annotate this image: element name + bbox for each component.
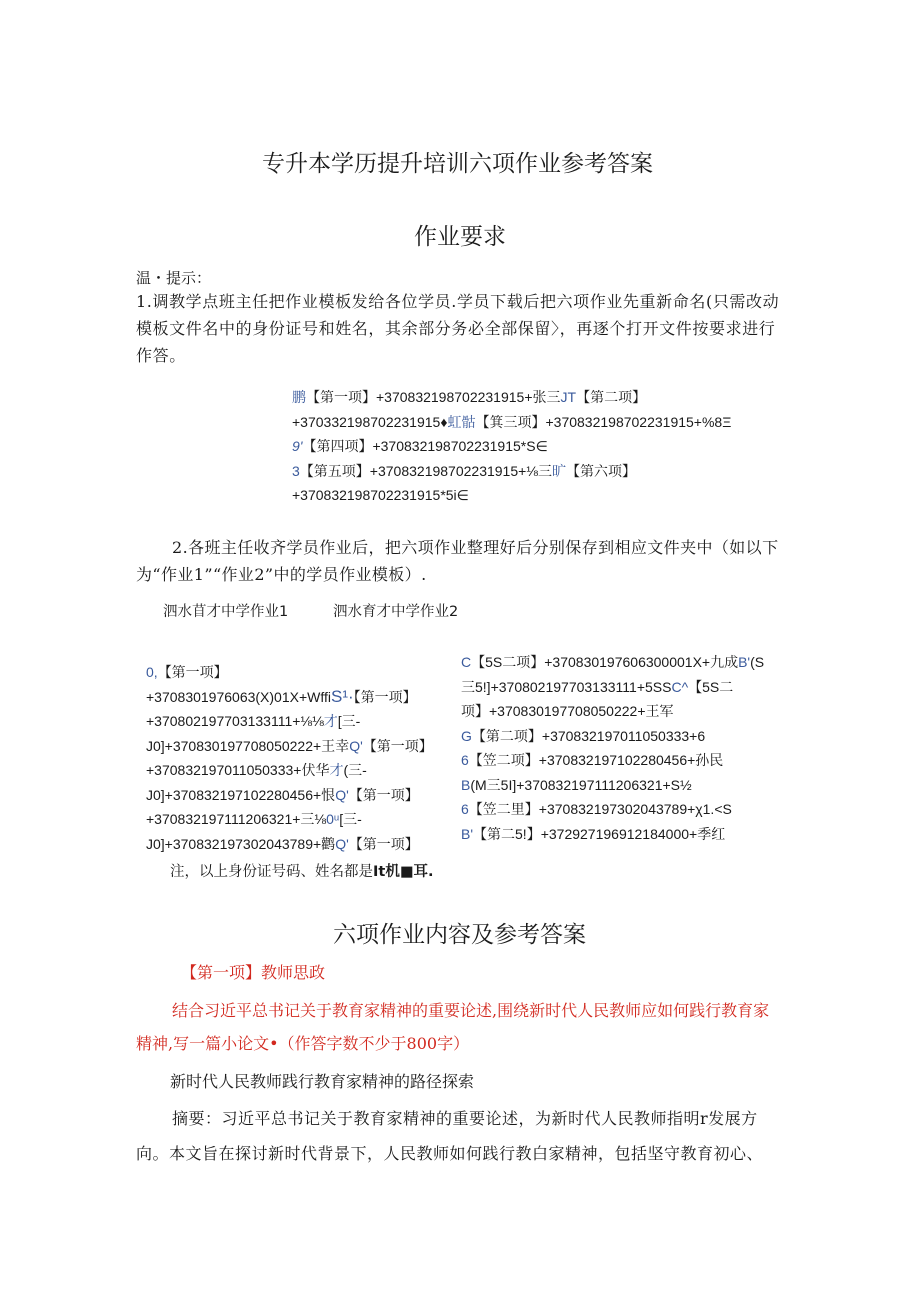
folder-name-1[interactable]: 泗水苜才中学作业1 [163, 604, 289, 620]
file-list-item[interactable]: 6【笠二项】+370832197102280456+孙民 [461, 752, 724, 768]
file-list-item[interactable]: B(M三5I]+370832197111206321+S½ [461, 776, 692, 793]
item-1-label: 【第一项】教师思政 [181, 963, 326, 982]
file-list-item[interactable]: 项】+370830197708050222+王军 [461, 703, 674, 719]
file-list-item[interactable]: +370832197111206321+三⅛0ᵘ[三- [146, 811, 362, 827]
file-list-item[interactable]: C【5S二项】+370830197606300001X+九成B'(S [461, 654, 765, 670]
note-line: 注，以上身份证号码、姓名都是It机■耳. [170, 864, 434, 880]
item-1-prompt: 结合习近平总书记关于教育家精神的重要论述,围绕新时代人民教师应如何践行教育家精神,写一篇小论文•（作答字数不少于800字） [136, 1001, 770, 1053]
file-list-item[interactable]: G【第二项】+370832197011050333+6 [461, 727, 706, 744]
file-list-item[interactable]: +370832197011050333+伏华才(三- [146, 762, 367, 778]
section-heading-content: 六项作业内容及参考答案 [333, 922, 586, 948]
filename-example-line: +370332198702231915♦虹骷【箕三项】+370832198702231915+%8Ξ [292, 413, 732, 430]
file-list-item[interactable]: +3708301976063(X)01X+WffiS¹·【第一项】 [146, 686, 417, 706]
essay-abstract: 摘要：习近平总书记关于教育家精神的重要论述，为新时代人民教师指明r发展方向。本文旨在探讨新时代背景下，人民教师如何践行教白家精神，包括坚守教育初心、 [136, 1109, 764, 1163]
file-list-item[interactable]: B'【第二5!】+372927196912184000+季红 [461, 825, 726, 842]
filename-example-line: 9'【第四项】+370832198702231915*S∈ [292, 438, 548, 454]
filename-example-line: 鹏【第一项】+370832198702231915+张三JT【第二项】 [292, 389, 647, 405]
file-list-item[interactable]: 6【笠二里】+370832197302043789+χ1.<S [461, 801, 732, 817]
section-heading-requirements: 作业要求 [414, 224, 506, 250]
file-list-item[interactable]: 三5!]+370802197703133111+5SSC^【5S二 [461, 678, 734, 695]
file-list-item[interactable]: 0,【第一项】 [146, 664, 228, 680]
folder-1-file-list [146, 660, 433, 856]
filename-example-line: 3【第五项】+370832198702231915+⅛三旷【第六项】 [292, 462, 636, 479]
instruction-point-2: 2.各班主任收齐学员作业后，把六项作业整理好后分别保存到相应文件夹中（如以下为“作业1”“作业2”中的学员作业模板）. [136, 538, 779, 584]
file-list-item[interactable]: J0]+370832197102280456+恨Q'【第一项】 [146, 786, 419, 803]
folder-2-file-list [461, 650, 764, 846]
instruction-point-1: 1.调教学点班主任把作业模板发给各位学员.学员下载后把六项作业先重新命名(只需改动模板文件名中的身份证号和姓名，其余部分务必全部保留〉，再逐个打开文件按要求进行作答。 [136, 292, 780, 365]
file-list-item[interactable]: J0]+370830197708050222+王幸Q'【第一项】 [146, 737, 433, 754]
file-list-item[interactable]: J0]+370832197302043789+鹳Q'【第一项】 [146, 835, 419, 852]
essay-title: 新时代人民教师践行教育家精神的路径探索 [170, 1072, 475, 1091]
folder-name-2[interactable]: 泗水育才中学作业2 [333, 604, 459, 620]
filename-example-line: +370832198702231915*5i∈ [292, 487, 469, 503]
page-title: 专升本学历提升培训六项作业参考答案 [262, 151, 653, 177]
hint-label: 温・提示： [136, 269, 212, 287]
file-list-item[interactable]: +370802197703133111+⅛⅛才[三- [146, 713, 361, 729]
filename-example-block [292, 385, 731, 508]
